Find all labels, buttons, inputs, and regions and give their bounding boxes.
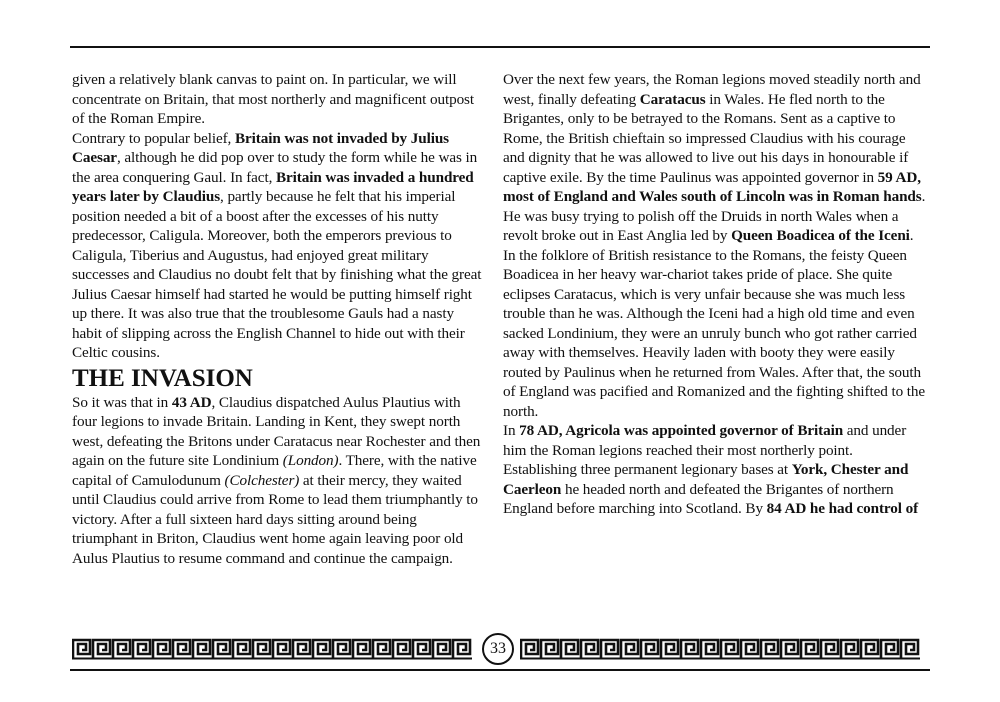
greek-key-unit [621,640,638,658]
bottom-rule [70,669,930,671]
greek-key-unit [333,640,350,658]
paragraph [72,393,482,569]
text-run: , Claudius dispatched Aulus Plautius with four legions to invade Britain. Landing in Kent, they swept north west, defeating the Britons under Caratacus near Rochester and then again on the future site Londinium [72,393,481,469]
text-run: So it was that in [72,393,172,411]
greek-key-unit [841,640,858,658]
greek-key-unit [561,640,578,658]
greek-key-unit [233,640,250,658]
greek-key-unit [781,640,798,658]
greek-key-unit [353,640,370,658]
greek-key-pattern [520,638,920,660]
section-heading: THE INVASION [72,364,253,392]
text-run: and under him the Roman legions reached their most northerly point. Establishing three permanent legionary bases at [503,422,907,478]
text-run: , partly because he felt that his imperial position needed a bit of a boost after the excesses of his nutty predecessor, Caligula. Moreover, both the emperors previous to Caligula, Tiberius and Augustus, had enjoyed great military successes and Claudius no doubt felt that by finishing what the great Julius Caesar himself had started he would be putting himself right up there. It was also true that the troublesome Gauls had a nasty habit of slipping across the English Channel to hide out with their Celtic cousins. [72,188,482,361]
text-run: at their mercy, they waited until Claudius could arrive from Rome to lead them triumphantly to victory. After a full sixteen hard days sitting around being triumphant in Briton, Claudius went home again leaving poor old Aulus Plautius to resume command and continue the campaign. [72,471,478,567]
italic-run: (Colchester) [224,471,300,489]
greek-key-unit [193,640,210,658]
paragraph [72,70,482,129]
paragraph [503,70,928,246]
bold-run: 78 AD, Agricola was appointed governor of Britain [519,422,844,439]
paragraph: In the folklore of British resistance to the Romans, the feisty Queen Boadicea in her heavy war-chariot takes pride of place. She quite eclipses Caratacus, which is very unfair because she was much less trouble than he was. Although the Iceni had a high old time and even sacked Londinium, they were an unruly bunch who got rather carried away with themselves. Heavily laden with booty they were easily routed by Paulinus when he returned from Wales. After that, the south of England was pacified and Romanized and the fighting shifted to the north. [503,246,926,420]
greek-key-unit [721,640,738,658]
greek-key-unit [681,640,698,658]
greek-key-unit [661,640,678,658]
bold-run: Britain was not invaded by Julius Caesar [72,129,449,166]
greek-key-unit [701,640,718,658]
greek-key-pattern [72,638,472,660]
bold-run: Caratacus [639,90,706,108]
text-run: . There, with the native capital of Camulodunum [72,452,477,489]
greek-key-unit [881,640,898,658]
page-number: 33 [482,633,514,665]
greek-key-unit [901,640,918,658]
greek-key-unit [313,640,330,658]
greek-key-unit [821,640,838,658]
greek-key-unit [373,640,390,658]
greek-key-unit [393,640,410,658]
greek-key-unit [213,640,230,658]
greek-key-unit [521,640,538,658]
bold-run: York, Chester and Caerleon [503,461,909,498]
greek-key-unit [173,640,190,658]
text-run: . [909,227,914,244]
greek-key-unit [293,640,310,658]
greek-key-border-left [72,638,480,660]
greek-key-unit [541,640,558,658]
greek-key-unit [153,640,170,658]
italic-run: (London) [282,452,339,469]
greek-key-unit [413,640,430,658]
greek-key-border-right [520,638,928,660]
greek-key-unit [73,640,90,658]
greek-key-unit [273,640,290,658]
greek-key-unit [581,640,598,658]
greek-key-unit [453,640,470,658]
greek-key-unit [93,640,110,658]
text-run: Contrary to popular belief, [72,129,235,147]
greek-key-unit [113,640,130,658]
text-run: . He was busy trying to polish off the Druids in north Wales when a revolt broke out in East Anglia led by [503,188,926,244]
text-run: given a relatively blank canvas to paint on. In particular, we will concentrate on Britain, that most northerly and magnificent outpost of the Roman Empire. [72,71,474,127]
bold-run: 59 AD, most of England and Wales south of Lincoln was in Roman hands [503,168,922,205]
greek-key-unit [641,640,658,658]
text-run: , although he did pop over to study the form while he was in the area conquering Gaul. In fact, [72,149,478,186]
greek-key-unit [761,640,778,658]
greek-key-unit [801,640,818,658]
paragraph [72,129,482,363]
greek-key-unit [133,640,150,658]
bold-run: 43 AD [171,393,212,411]
text-run: In [503,422,520,439]
greek-key-unit [433,640,450,658]
right-column [503,70,928,519]
bold-run: 84 AD he had control of [766,500,919,517]
bold-run: Queen Boadicea of the Iceni [731,227,910,244]
greek-key-unit [741,640,758,658]
text-run: he headed north and defeated the Brigantes of northern England before marching into Scotland. By [503,480,894,517]
left-column [72,70,482,568]
paragraph [503,421,928,519]
bold-run: Britain was invaded a hundred years later by Claudius [72,168,474,205]
top-rule [70,46,930,48]
greek-key-unit [253,640,270,658]
text-run: Over the next few years, the Roman legions moved steadily north and west, finally defeating [503,71,921,108]
greek-key-unit [861,640,878,658]
text-run: in Wales. He fled north to the Brigantes, only to be betrayed to the Romans. Sent as a captive to Rome, the British chieftain so impressed Claudius with his courage and dignity that he was allowed to live out his days in honourable if captive exile. By the time Paulinus was appointed governor in [503,90,909,186]
greek-key-unit [601,640,618,658]
